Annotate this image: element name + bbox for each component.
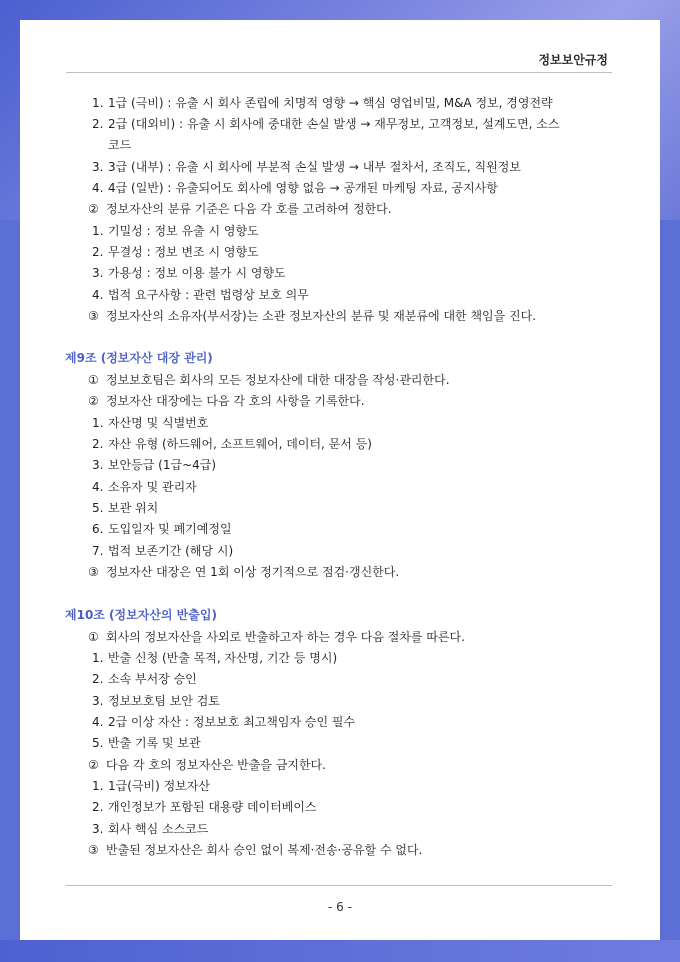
list-text: 자산명 및 식별번호 [108,416,209,430]
list-text: 보안등급 (1급~4급) [108,458,217,472]
list-text: 기밀성 : 정보 유출 시 영향도 [108,224,259,238]
list-item [92,244,259,260]
paragraph [88,757,326,773]
list-number: 4. [92,181,104,195]
paragraph-mark: ② [88,758,99,772]
header-title: 정보보안규정 [538,53,608,67]
paragraph-text: 반출된 정보자산은 회사 승인 없이 복제·전송·공유할 수 없다. [106,843,423,857]
list-text: 2급 이상 자산 : 정보보호 최고책임자 승인 필수 [108,715,356,729]
list-number: 3. [92,458,104,472]
list-item [92,223,259,239]
document-page [20,20,660,940]
list-text: 소유자 및 관리자 [108,480,197,494]
paragraph-text: 정보자산 대장은 연 1회 이상 정기적으로 점검·갱신한다. [106,565,400,579]
list-text: 반출 기록 및 보관 [108,736,201,750]
list-text: 무결성 : 정보 변조 시 영향도 [108,245,259,259]
paragraph [88,201,392,217]
list-text: 개인정보가 포함된 대용량 데이터베이스 [108,800,317,814]
list-item [92,821,208,837]
list-text: 보관 위치 [108,501,159,515]
list-item [92,521,232,537]
list-item [92,543,233,559]
list-number: 2. [92,672,104,686]
paragraph-mark: ② [88,202,99,216]
list-number: 2. [92,437,104,451]
list-item [92,95,553,111]
list-number: 4. [92,288,104,302]
article-heading: 제10조 (정보자산의 반출입) [65,608,217,622]
list-text: 가용성 : 정보 이용 불가 시 영향도 [108,266,286,280]
list-item [92,671,197,687]
list-number: 7. [92,544,104,558]
list-number: 2. [92,117,104,131]
list-item [92,799,317,815]
paragraph [88,629,465,645]
list-item [92,265,286,281]
list-text: 자산 유형 (하드웨어, 소프트웨어, 데이터, 문서 등) [108,437,372,451]
list-number: 3. [92,694,104,708]
article-heading: 제9조 (정보자산 대장 관리) [65,351,213,365]
list-number: 1. [92,416,104,430]
paragraph-text: 회사의 정보자산을 사외로 반출하고자 하는 경우 다음 절차를 따른다. [106,630,465,644]
paragraph-text: 정보자산의 분류 기준은 다음 각 호를 고려하여 정한다. [106,202,392,216]
paragraph-mark: ① [88,373,99,387]
list-item [92,693,220,709]
list-text: 3급 (내부) : 유출 시 회사에 부분적 손실 발생 → 내부 절차서, 조직도, 직원정보 [108,160,521,174]
list-text: 2급 (대외비) : 유출 시 회사에 중대한 손실 발생 → 재무정보, 고객정보, 설계도면, 소스 [108,117,560,131]
list-number: 1. [92,224,104,238]
list-text: 정보보호팀 보안 검토 [108,694,220,708]
list-item [92,650,337,666]
paragraph-text: 정보보호팀은 회사의 모든 정보자산에 대한 대장을 작성·관리한다. [106,373,450,387]
list-item [92,116,559,132]
paragraph-text: 정보자산의 소유자(부서장)는 소관 정보자산의 분류 및 재분류에 대한 책임을 진다. [106,309,537,323]
list-item [92,778,210,794]
list-number: 4. [92,715,104,729]
list-number: 3. [92,822,104,836]
list-item [92,159,521,175]
list-number: 3. [92,266,104,280]
list-item [92,735,201,751]
paragraph-mark: ③ [88,309,99,323]
list-item [92,287,309,303]
list-text: 회사 핵심 소스코드 [108,822,209,836]
list-number: 3. [92,160,104,174]
list-number: 6. [92,522,104,536]
list-item [92,415,208,431]
list-item [92,436,372,452]
list-number: 2. [92,245,104,259]
list-text: 도입일자 및 폐기예정일 [108,522,232,536]
paragraph-text: 정보자산 대장에는 다음 각 호의 사항을 기록한다. [106,394,365,408]
paragraph [88,308,536,324]
list-text: 법적 요구사항 : 관련 법령상 보호 의무 [108,288,309,302]
background-bottom [0,940,680,962]
paragraph-mark: ② [88,394,99,408]
paragraph-text: 다음 각 호의 정보자산은 반출을 금지한다. [106,758,326,772]
list-text: 1급(극비) 정보자산 [108,779,210,793]
paragraph [88,564,399,580]
list-item-continuation: 코드 [108,138,132,152]
list-item [92,479,197,495]
header-divider [66,72,612,73]
list-number: 2. [92,800,104,814]
list-number: 4. [92,480,104,494]
list-item [92,180,498,196]
list-number: 1. [92,96,104,110]
list-item [92,457,216,473]
paragraph-mark: ③ [88,565,99,579]
paragraph [88,372,450,388]
list-number: 5. [92,736,104,750]
list-number: 5. [92,501,104,515]
page-number: - 6 - [328,900,352,914]
list-text: 4급 (일반) : 유출되어도 회사에 영향 없음 → 공개된 마케팅 자료, 공지사항 [108,181,498,195]
paragraph-mark: ③ [88,843,99,857]
list-text: 반출 신청 (반출 목적, 자산명, 기간 등 명시) [108,651,338,665]
list-number: 1. [92,779,104,793]
paragraph [88,842,422,858]
paragraph-mark: ① [88,630,99,644]
list-item [92,500,158,516]
footer-divider [66,885,612,886]
list-number: 1. [92,651,104,665]
list-text: 법적 보존기간 (해당 시) [108,544,234,558]
paragraph [88,393,365,409]
list-text: 1급 (극비) : 유출 시 회사 존립에 치명적 영향 → 핵심 영업비밀, M&A 정보, 경영전략 [108,96,553,110]
list-text: 소속 부서장 승인 [108,672,197,686]
list-item [92,714,355,730]
